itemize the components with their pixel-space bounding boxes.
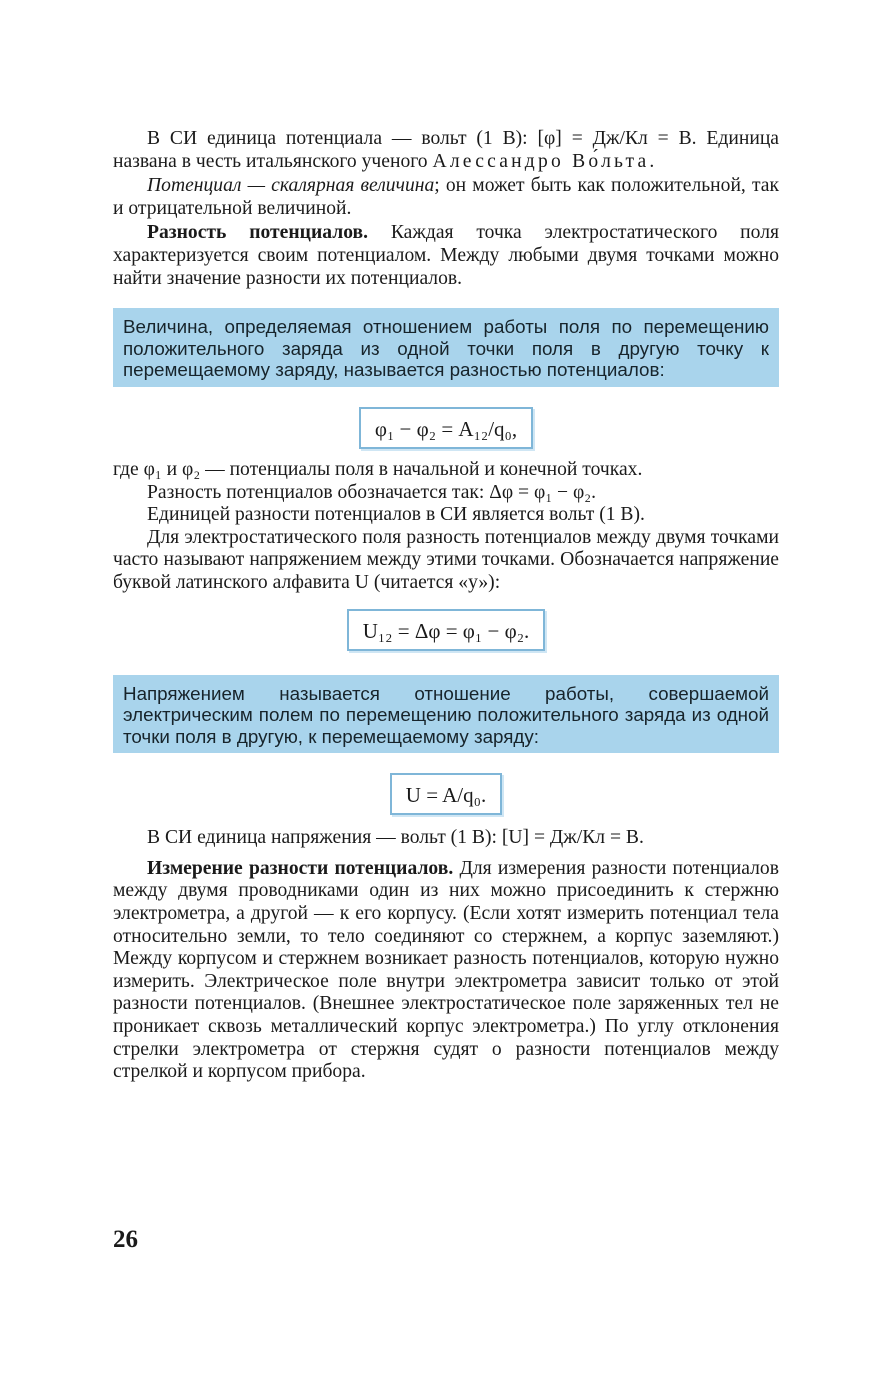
diff-text: Каждая точка электростатического поля характеризуется своим потенциалом. Между любыми двумя точками можно найти значение разности их потенциалов. <box>113 222 779 289</box>
voltage-paragraph: Для электростатического поля разность потенциалов между двумя точками часто называют напряжением между этими точками. Обозначается напряжение буквой латинского алфавита U (читается «у»): <box>113 526 779 593</box>
formula-voltage: U₁₂ = Δφ = φ₁ − φ₂. <box>347 609 546 651</box>
scalar-paragraph <box>113 175 779 220</box>
scalar-rest: ; он может быть как положительной, так и отрицательной величиной. <box>113 175 779 219</box>
formula-voltage-work: U = A/q₀. <box>390 773 502 815</box>
si-unit-end: . <box>649 150 655 172</box>
measure-heading: Измерение разности потенциалов. <box>147 857 454 879</box>
volta-name: Алессандро Во́льта <box>432 150 650 172</box>
si-unit-paragraph <box>113 128 779 173</box>
voltage-unit-paragraph: В СИ единица напряжения — вольт (1 В): [U] = Дж/Кл = В. <box>147 827 644 849</box>
measure-text: Для измерения разности потенциалов между двумя проводниками один из них можно присоединить к стержню электрометра, а другой — к его корпусу. (Если хотят измерить потенциал тела относительно земли, то тело соединяют со стержнем, а корпус заземляют.) Между корпусом и стержнем возникает разность потенциалов, которую нужно измерить. Электрическое поле внутри электрометра зависит только от этой разности потенциалов. (Внешнее электростатическое поле заряженных тел не проникает сквозь металлический корпус электрометра.) По углу отклонения стрелки электрометра от стержня судят о разности потенциалов между стрелкой и корпусом прибора. <box>113 857 779 1083</box>
where-paragraph: где φ₁ и φ₂ — потенциалы поля в начальной и конечной точках. <box>113 458 643 480</box>
si-unit-text: В СИ единица потенциала — вольт (1 В): [φ] = Дж/Кл = В. Единица названа в честь итальянского ученого <box>113 128 779 172</box>
page-number: 26 <box>113 1226 138 1253</box>
page-body <box>113 128 779 1084</box>
definition-box-voltage: Напряжением называется отношение работы, совершаемой электрическим полем по перемещению положительного заряда из одной точки поля в другую, к перемещаемому заряду: <box>113 675 779 754</box>
notation-paragraph: Разность потенциалов обозначается так: Δφ = φ₁ − φ₂. <box>147 481 597 503</box>
diff-paragraph <box>113 222 779 290</box>
measure-paragraph <box>113 858 779 1084</box>
formula3-wrap <box>113 773 779 815</box>
unit-paragraph: Единицей разности потенциалов в СИ является вольт (1 В). <box>147 504 645 526</box>
definition-box-potential-difference: Величина, определяемая отношением работы поля по перемещению положительного заряда из одной точки поля в другую точку к перемещаемому заряду, называется разностью потенциалов: <box>113 308 779 387</box>
diff-heading: Разность потенциалов. <box>147 222 368 244</box>
formula2-wrap <box>113 609 779 651</box>
scalar-italic: Потенциал — скалярная величина <box>147 175 435 197</box>
formula1-wrap <box>113 407 779 449</box>
formula-potential-difference: φ₁ − φ₂ = A₁₂/q₀, <box>359 407 533 449</box>
